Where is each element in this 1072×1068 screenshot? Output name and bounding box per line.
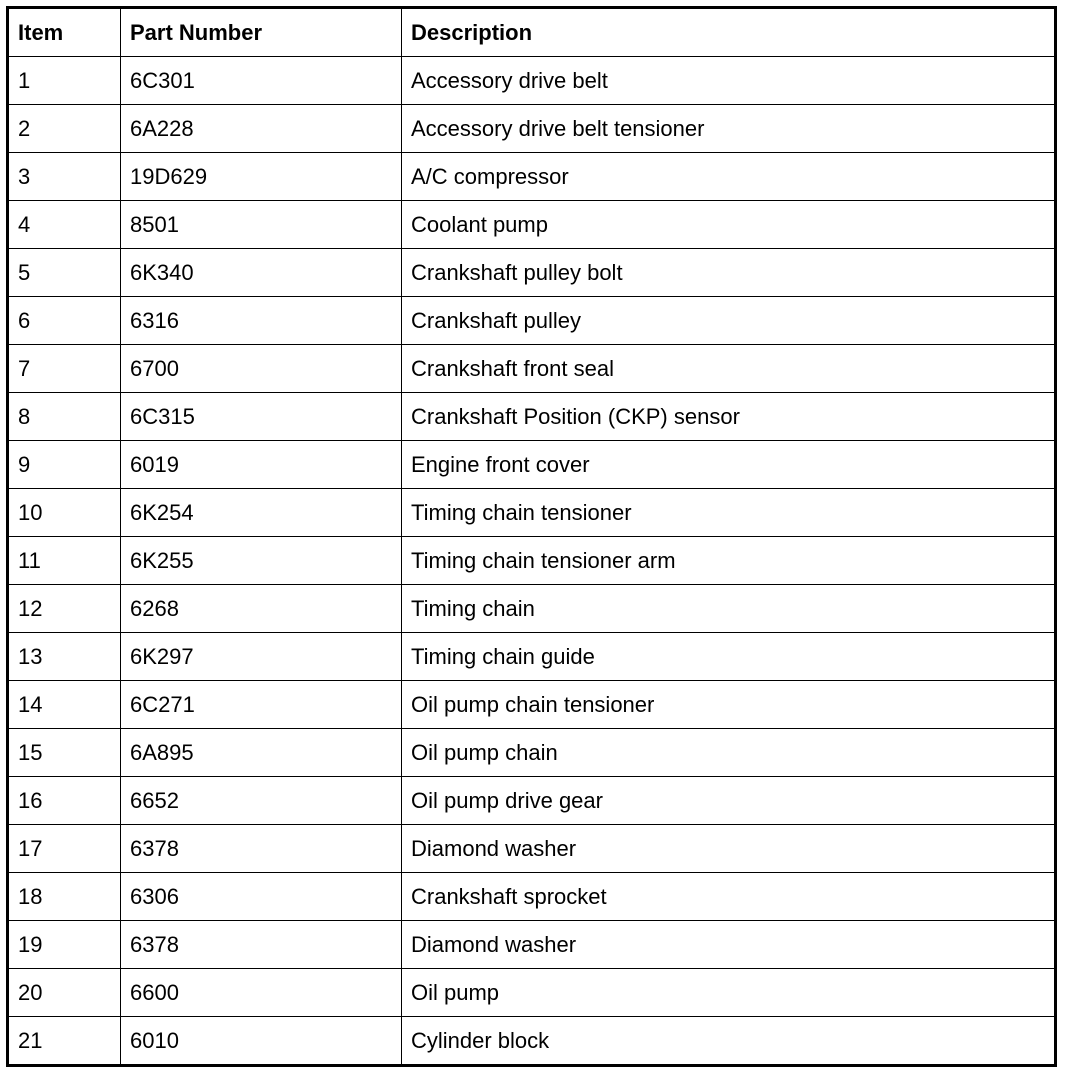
table-row: [8, 729, 1056, 777]
description-cell: Engine front cover: [402, 441, 1056, 489]
description-cell: Diamond washer: [402, 825, 1056, 873]
item-cell: 3: [8, 153, 121, 201]
part-number-cell: 6378: [121, 921, 402, 969]
item-cell: 4: [8, 201, 121, 249]
item-cell: 14: [8, 681, 121, 729]
item-cell: 13: [8, 633, 121, 681]
part-number-cell: 6600: [121, 969, 402, 1017]
table-row: [8, 201, 1056, 249]
part-number-cell: 6K254: [121, 489, 402, 537]
table-row: [8, 393, 1056, 441]
part-number-cell: 6K297: [121, 633, 402, 681]
table-row: [8, 537, 1056, 585]
description-cell: Diamond washer: [402, 921, 1056, 969]
part-number-cell: 6A228: [121, 105, 402, 153]
item-cell: 10: [8, 489, 121, 537]
description-cell: Accessory drive belt tensioner: [402, 105, 1056, 153]
header-part-number: Part Number: [121, 8, 402, 57]
part-number-cell: 6A895: [121, 729, 402, 777]
item-cell: 6: [8, 297, 121, 345]
part-number-cell: 6316: [121, 297, 402, 345]
description-cell: Timing chain guide: [402, 633, 1056, 681]
item-cell: 20: [8, 969, 121, 1017]
part-number-cell: 19D629: [121, 153, 402, 201]
part-number-cell: 6700: [121, 345, 402, 393]
table-row: [8, 777, 1056, 825]
description-cell: Timing chain tensioner: [402, 489, 1056, 537]
part-number-cell: 6C301: [121, 57, 402, 105]
description-cell: Oil pump: [402, 969, 1056, 1017]
description-cell: Crankshaft Position (CKP) sensor: [402, 393, 1056, 441]
item-cell: 15: [8, 729, 121, 777]
item-cell: 17: [8, 825, 121, 873]
description-cell: Oil pump chain: [402, 729, 1056, 777]
table-row: [8, 969, 1056, 1017]
description-cell: Crankshaft pulley bolt: [402, 249, 1056, 297]
item-cell: 2: [8, 105, 121, 153]
table-row: [8, 441, 1056, 489]
description-cell: Cylinder block: [402, 1017, 1056, 1066]
part-number-cell: 8501: [121, 201, 402, 249]
table-row: [8, 633, 1056, 681]
item-cell: 21: [8, 1017, 121, 1066]
table-row: [8, 825, 1056, 873]
item-cell: 7: [8, 345, 121, 393]
header-description: Description: [402, 8, 1056, 57]
table-row: [8, 297, 1056, 345]
description-cell: Timing chain tensioner arm: [402, 537, 1056, 585]
item-cell: 19: [8, 921, 121, 969]
table-row: [8, 489, 1056, 537]
table-row: [8, 921, 1056, 969]
header-row: [8, 8, 1056, 57]
table-row: [8, 105, 1056, 153]
description-cell: Coolant pump: [402, 201, 1056, 249]
table-row: [8, 585, 1056, 633]
description-cell: Crankshaft sprocket: [402, 873, 1056, 921]
table-body: [8, 57, 1056, 1066]
part-number-cell: 6306: [121, 873, 402, 921]
table-row: [8, 57, 1056, 105]
description-cell: Timing chain: [402, 585, 1056, 633]
part-number-cell: 6C271: [121, 681, 402, 729]
part-number-cell: 6019: [121, 441, 402, 489]
item-cell: 11: [8, 537, 121, 585]
part-number-cell: 6K255: [121, 537, 402, 585]
table-header: [8, 8, 1056, 57]
item-cell: 16: [8, 777, 121, 825]
item-cell: 12: [8, 585, 121, 633]
table-row: [8, 873, 1056, 921]
part-number-cell: 6378: [121, 825, 402, 873]
parts-table: [6, 6, 1057, 1067]
part-number-cell: 6010: [121, 1017, 402, 1066]
description-cell: Crankshaft front seal: [402, 345, 1056, 393]
item-cell: 9: [8, 441, 121, 489]
description-cell: Accessory drive belt: [402, 57, 1056, 105]
part-number-cell: 6652: [121, 777, 402, 825]
item-cell: 1: [8, 57, 121, 105]
part-number-cell: 6268: [121, 585, 402, 633]
description-cell: A/C compressor: [402, 153, 1056, 201]
item-cell: 18: [8, 873, 121, 921]
item-cell: 5: [8, 249, 121, 297]
table-row: [8, 1017, 1056, 1066]
part-number-cell: 6K340: [121, 249, 402, 297]
description-cell: Crankshaft pulley: [402, 297, 1056, 345]
item-cell: 8: [8, 393, 121, 441]
description-cell: Oil pump drive gear: [402, 777, 1056, 825]
part-number-cell: 6C315: [121, 393, 402, 441]
description-cell: Oil pump chain tensioner: [402, 681, 1056, 729]
table-row: [8, 249, 1056, 297]
header-item: Item: [8, 8, 121, 57]
table-row: [8, 345, 1056, 393]
table-row: [8, 153, 1056, 201]
table-row: [8, 681, 1056, 729]
